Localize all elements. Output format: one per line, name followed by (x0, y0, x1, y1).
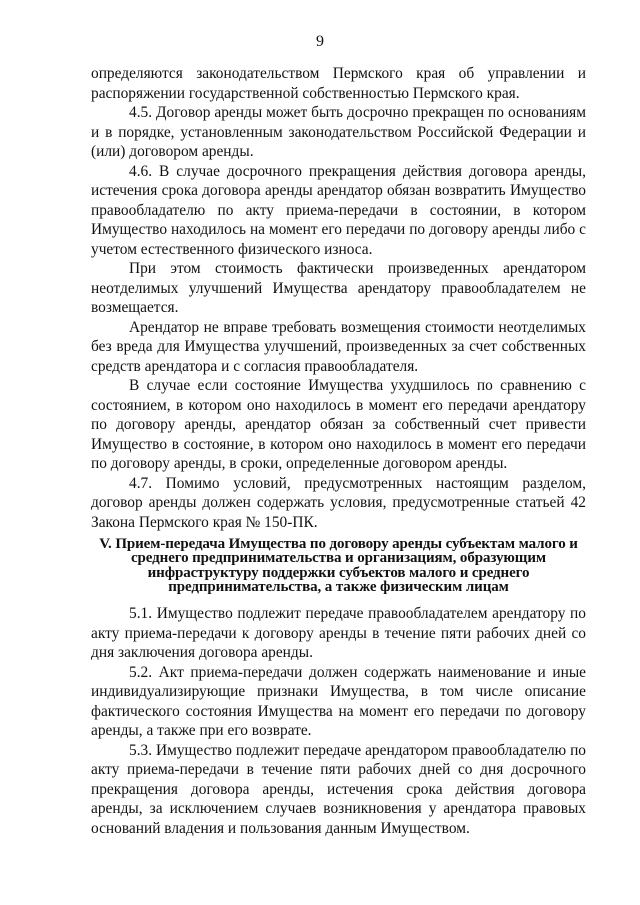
paragraph-no-compensation: Арендатор не вправе требовать возмещения стоимости неотделимых без вреда для Имущества улучшений, произведенных за счет собственных средств арендатора и с согласия правообладателя. (91, 318, 586, 375)
page-number: 9 (316, 33, 324, 50)
paragraph-5-3: 5.3. Имущество подлежит передаче арендатором правообладателю по акту приема-передачи в течение пяти рабочих дней со дня досрочного прекращения договора аренды, истечения срока действия договора аренды, за исключением случаев возникновения у арендатора правовых оснований владения и пользования данным Имуществом. (91, 741, 586, 837)
paragraph-deterioration: В случае если состояние Имущества ухудшилось по сравнению с состоянием, в котором оно находилось в момент его передачи арендатору по договору аренды, арендатор обязан за собственный счет привести Имущество в состояние, в котором оно находилось в момент его передачи по договору аренды, в сроки, определенные договором аренды. (91, 377, 586, 472)
section-v-heading: V. Прием-передача Имущества по договору аренды субъектам малого и среднего предпринимательства и организациям, образующим инфраструктуру поддержки субъектов малого и среднего предпринимательства, а также физическим лицам (99, 536, 578, 596)
paragraph-4-6: 4.6. В случае досрочного прекращения действия договора аренды, истечения срока договора аренды арендатор обязан возвратить Имущество правообладателю по акту приема-передачи в состоянии, в котором Имущество находилось на момент его передачи по договору аренды либо с учетом естественного физического износа. (91, 162, 586, 258)
paragraph-improvements: При этом стоимость фактически произведенных арендатором неотделимых улучшений Имущества арендатору правообладателем не возмещается. (91, 260, 586, 316)
paragraph-5-1: 5.1. Имущество подлежит передаче правообладателем арендатору по акту приема-передачи к договору аренды в течение пяти рабочих дней со дня заключения договора аренды. (91, 605, 586, 661)
paragraph-4-7: 4.7. Помимо условий, предусмотренных настоящим разделом, договор аренды должен содержать условия, предусмотренные статьей 42 Закона Пермского края № 150-ПК. (91, 474, 586, 531)
section-4-text (91, 64, 586, 532)
paragraph-continuation: определяются законодательством Пермского края об управлении и распоряжении государственной собственностью Пермского края. (91, 65, 586, 102)
section-5-text (91, 604, 586, 838)
paragraph-4-5: 4.5. Договор аренды может быть досрочно прекращен по основаниям и в порядке, установленным законодательством Российской Федерации и (или) договором аренды. (91, 104, 586, 160)
paragraph-5-2: 5.2. Акт приема-передачи должен содержать наименование и иные индивидуализирующие признаки Имущества, в том числе описание фактического состояния Имущества на момент его передачи по договору аренды, а также при его возврате. (91, 663, 586, 739)
